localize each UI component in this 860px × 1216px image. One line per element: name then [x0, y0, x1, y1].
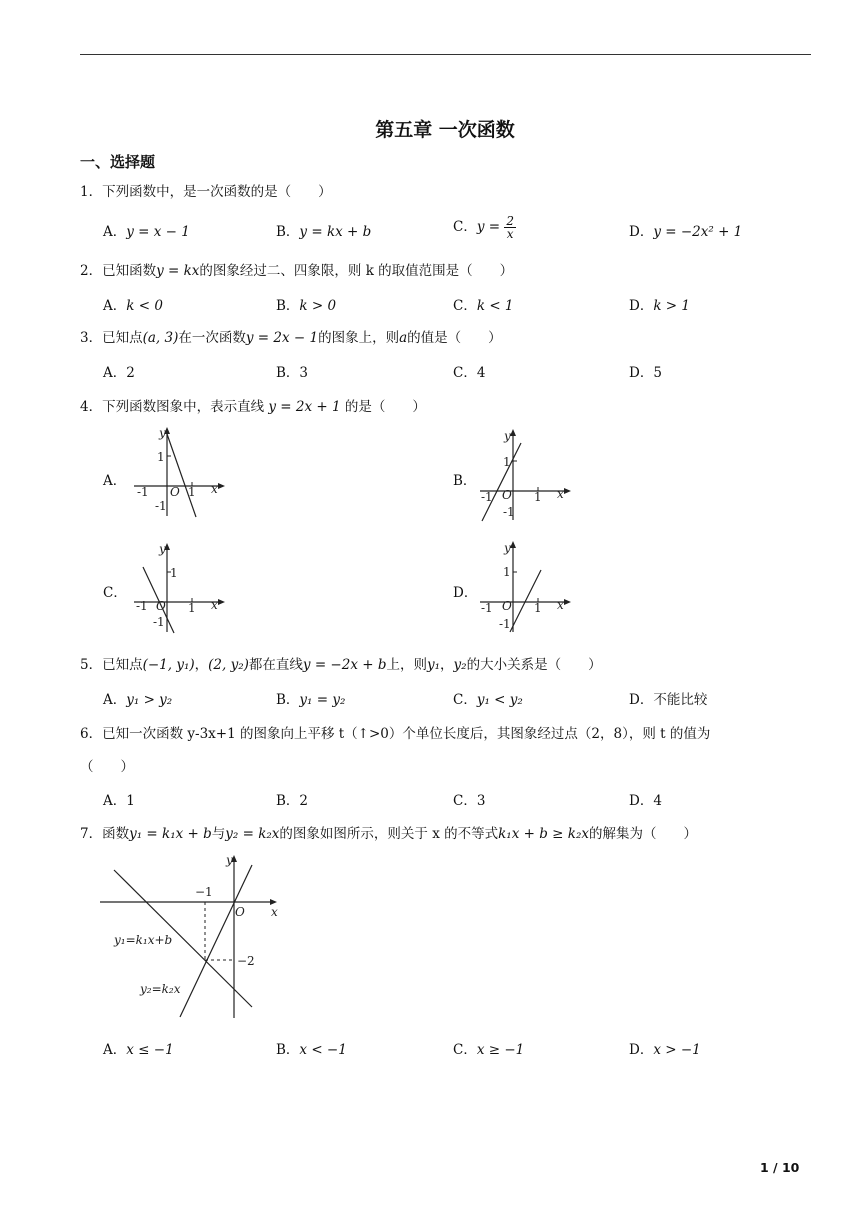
question-5: 5．已知点(−1, y₁)，(2, y₂)都在直线y = −2x + b上，则y₁，y₂的大小关系是（ ）: [80, 657, 602, 673]
q1-option-d[interactable]: D．y = −2x² + 1: [629, 224, 743, 240]
q2-option-d[interactable]: D．k > 1: [629, 298, 690, 314]
graph-c-tick-neg1y: -1: [153, 615, 165, 629]
graph-b-tick-neg1: -1: [481, 490, 493, 504]
question-7: 7．函数y₁ = k₁x + b与y₂ = k₂x的图象如图所示，则关于 x 的不等式k₁x + b ≥ k₂x的解集为（ ）: [80, 826, 697, 842]
q7-option-d[interactable]: D．x > −1: [629, 1042, 701, 1058]
q5-option-d[interactable]: D．不能比较: [629, 692, 708, 708]
graph-c-x-label: x: [211, 598, 218, 612]
q5-option-b[interactable]: B．y₁ = y₂: [276, 692, 346, 708]
q3-option-a[interactable]: A．2: [103, 365, 135, 381]
q2-option-a[interactable]: A．k < 0: [103, 298, 163, 314]
page-number: 1 / 10: [760, 1160, 800, 1175]
question-6-continued: （ ）: [80, 759, 134, 775]
q7-option-c[interactable]: C．x ≥ −1: [453, 1042, 525, 1058]
question-2: 2．已知函数y = kx的图象经过二、四象限，则 k 的取值范围是（ ）: [80, 263, 514, 279]
graph-d-tick-1x: 1: [534, 601, 542, 615]
graph-a-origin: O: [170, 485, 180, 499]
q5-option-c[interactable]: C．y₁ < y₂: [453, 692, 523, 708]
q6-option-c[interactable]: C．3: [453, 793, 486, 809]
q4-option-c[interactable]: C．: [103, 585, 127, 601]
graph-a: [126, 424, 226, 519]
header-rule: [80, 54, 811, 55]
q4-option-d[interactable]: D．: [453, 585, 478, 601]
q6-option-d[interactable]: D．4: [629, 793, 662, 809]
q1-option-c[interactable]: C．y = $\frac{2}{x}$: [453, 214, 515, 241]
graph-b-y-label: y: [504, 429, 511, 443]
question-4: 4．下列函数图象中，表示直线 y = 2x + 1 的是（ ）: [80, 399, 426, 415]
q3-option-b[interactable]: B．3: [276, 365, 309, 381]
q7-option-b[interactable]: B．x < −1: [276, 1042, 347, 1058]
graph-c-tick-1x: 1: [188, 601, 196, 615]
graph-a-tick-1: 1: [157, 450, 165, 464]
question-1: 1．下列函数中，是一次函数的是（ ）: [80, 184, 332, 200]
graph-c-y-label: y: [159, 542, 166, 556]
q7-origin: O: [235, 905, 245, 919]
q7-tick-neg1: −1: [195, 885, 213, 899]
question-6: 6．已知一次函数 y-3x+1 的图象向上平移 t（↑>0）个单位长度后，其图象经过点（2，8），则 t 的值为: [80, 726, 711, 742]
q7-line1-label: y₁=k₁x+b: [114, 933, 173, 947]
q7-x-label: x: [271, 905, 278, 919]
graph-d-tick-1: 1: [503, 565, 511, 579]
graph-a-tick-1x: 1: [188, 485, 196, 499]
q7-line2-label: y₂=k₂x: [140, 982, 181, 996]
q4-option-b[interactable]: B．: [453, 473, 477, 489]
graph-a-x-label: x: [211, 482, 218, 496]
graph-c-tick-1: 1: [170, 566, 178, 580]
q7-tick-neg2: −2: [237, 954, 255, 968]
graph-b-origin: O: [502, 488, 512, 502]
graph-d-tick-neg1y: -1: [499, 617, 511, 631]
graph-d: [476, 540, 576, 635]
graph-b-tick-1x: 1: [534, 490, 542, 504]
q4-option-a[interactable]: A．: [103, 473, 127, 489]
page-title: 第五章 一次函数: [375, 119, 515, 141]
graph-d-origin: O: [502, 599, 512, 613]
q5-option-a[interactable]: A．y₁ > y₂: [103, 692, 173, 708]
graph-b: [476, 428, 576, 523]
question-3: 3．已知点(a, 3)在一次函数y = 2x − 1的图象上，则a的值是（ ）: [80, 330, 502, 346]
q2-option-b[interactable]: B．k > 0: [276, 298, 337, 314]
q6-option-a[interactable]: A．1: [103, 793, 135, 809]
graph-a-tick-neg1: -1: [137, 485, 149, 499]
q1-option-b[interactable]: B．y = kx + b: [276, 224, 372, 240]
graph-b-tick-1: 1: [503, 455, 511, 469]
q7-y-label: y: [226, 853, 233, 867]
q3-option-c[interactable]: C．4: [453, 365, 486, 381]
section-heading: 一、选择题: [80, 153, 156, 171]
graph-b-x-label: x: [557, 487, 564, 501]
graph-d-x-label: x: [557, 598, 564, 612]
graph-a-tick-neg1y: -1: [155, 499, 167, 513]
graph-c-origin: O: [156, 599, 166, 613]
q6-option-b[interactable]: B．2: [276, 793, 309, 809]
q1-option-a[interactable]: A．y = x − 1: [103, 224, 190, 240]
graph-c-tick-neg1: -1: [136, 599, 148, 613]
q7-option-a[interactable]: A．x ≤ −1: [103, 1042, 174, 1058]
graph-c: [126, 540, 226, 635]
q7-graph: [100, 852, 290, 1022]
graph-a-y-label: y: [159, 426, 166, 440]
q3-option-d[interactable]: D．5: [629, 365, 662, 381]
graph-b-tick-neg1y: -1: [503, 505, 515, 519]
graph-d-tick-neg1: -1: [481, 601, 493, 615]
graph-d-y-label: y: [504, 541, 511, 555]
q2-option-c[interactable]: C．k < 1: [453, 298, 514, 314]
